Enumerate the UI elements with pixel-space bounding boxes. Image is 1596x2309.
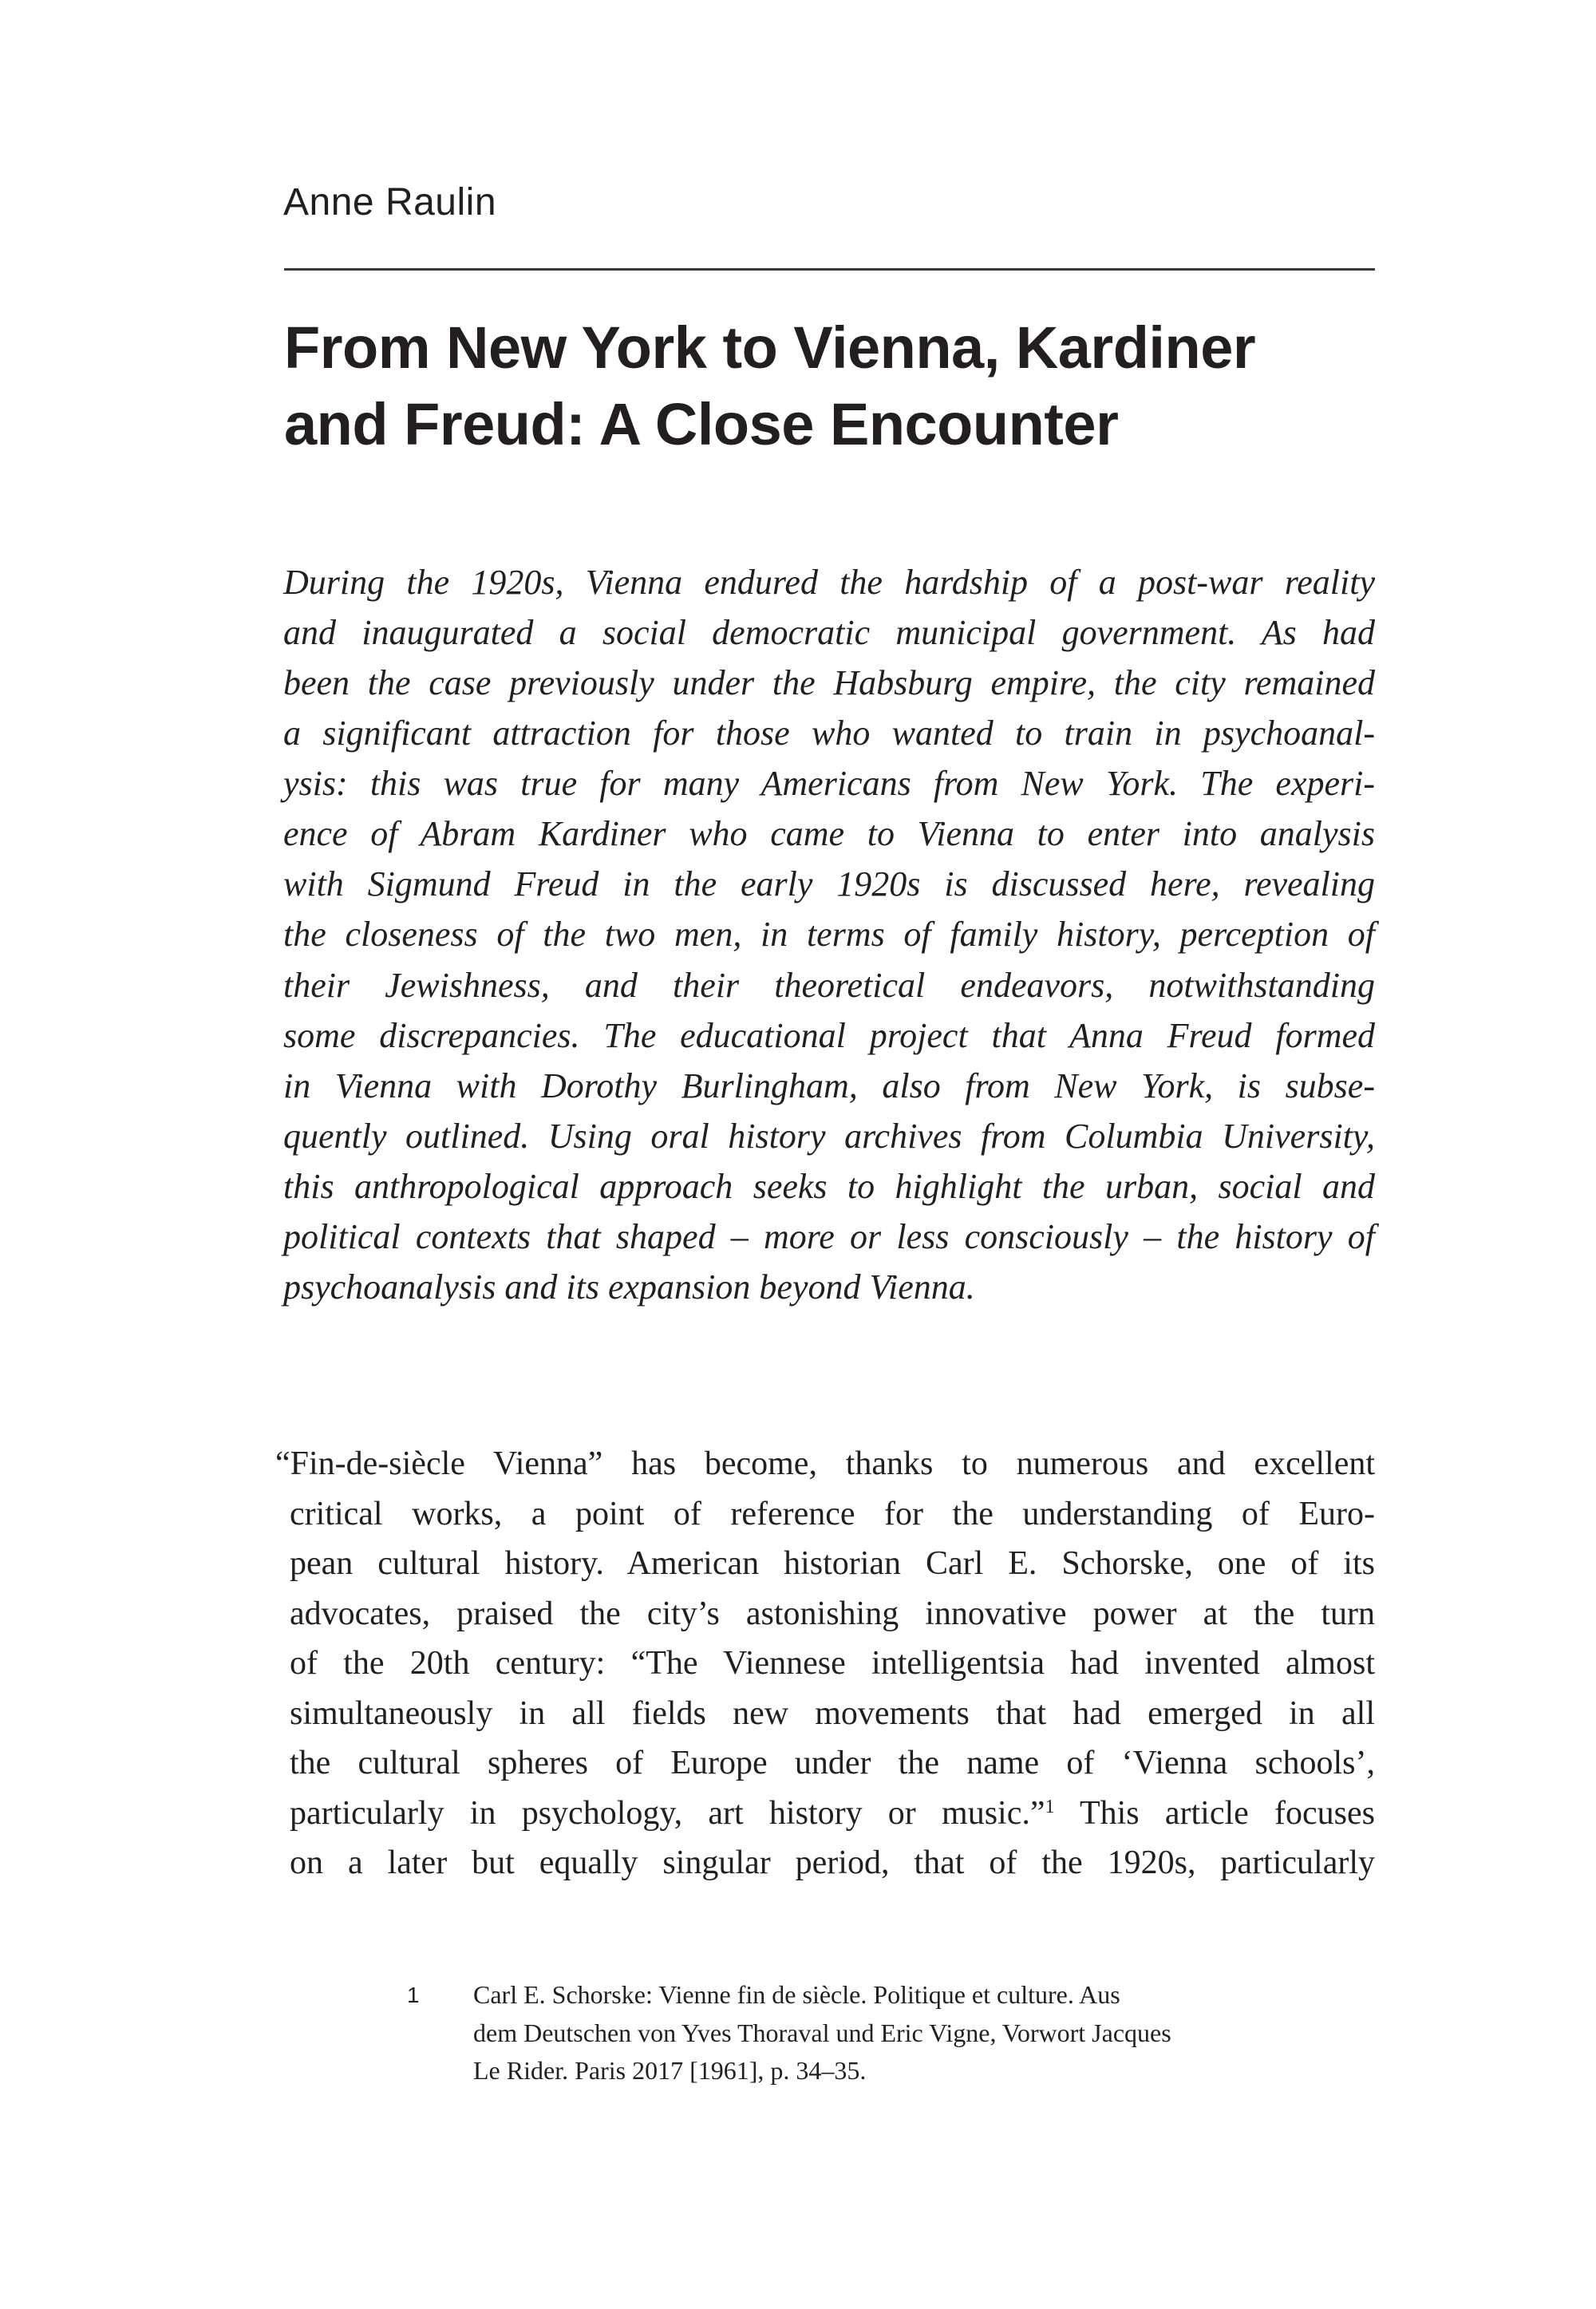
footnote-text: [473, 1976, 1319, 2090]
title-line: From New York to Vienna, Kardiner: [284, 314, 1256, 381]
body-line: simultaneously in all fields new movements that had emerged in all: [290, 1694, 1375, 1732]
footnote-number: 1: [407, 1983, 420, 2007]
abstract-line: in Vienna with Dorothy Burlingham, also from New York, is subse-: [283, 1066, 1375, 1105]
body-line: the cultural spheres of Europe under the name of ‘Vienna schools’,: [290, 1745, 1375, 1781]
body-line-part: particularly in psychology, art history or music.”: [290, 1794, 1045, 1832]
abstract-line: some discrepancies. The educational project that Anna Freud formed: [283, 1015, 1375, 1055]
abstract-line: a significant attraction for those who wanted to train in psychoanal-: [283, 714, 1375, 753]
abstract-line: ysis: this was true for many Americans from New York. The experi-: [283, 764, 1375, 804]
body-line: pean cultural history. American historian Carl E. Schorske, one of its: [290, 1545, 1375, 1582]
abstract-line: their Jewishness, and their theoretical endeavors, notwithstanding: [283, 965, 1375, 1005]
author-name: Anne Raulin: [283, 181, 497, 223]
footnote-line: dem Deutschen von Yves Thoraval und Eric Vigne, Vorwort Jacques: [473, 2018, 1171, 2047]
body-line: of the 20th century: “The Viennese intelligentsia had invented almost: [290, 1645, 1375, 1682]
article-title: [284, 310, 1375, 463]
abstract-line: ence of Abram Kardiner who came to Vienna to enter into analysis: [283, 814, 1375, 854]
abstract-line: with Sigmund Freud in the early 1920s is discussed here, revealing: [283, 864, 1375, 904]
abstract-line: During the 1920s, Vienna endured the hardship of a post-war reality: [283, 563, 1375, 602]
footnote-line: Carl E. Schorske: Vienne fin de siècle. Politique et culture. Aus: [473, 1980, 1120, 2009]
abstract-line: and inaugurated a social democratic municipal government. As had: [283, 613, 1375, 653]
body-line: critical works, a point of reference for the understanding of Euro-: [290, 1495, 1375, 1532]
abstract: [283, 557, 1375, 1312]
abstract-line: been the case previously under the Habsburg empire, the city remained: [283, 663, 1375, 703]
body-line-with-footnote-ref: [290, 1789, 1375, 1839]
title-line: and Freud: A Close Encounter: [284, 391, 1119, 457]
body-line: “Fin-de-siècle Vienna” has become, thanks to numerous and excellent: [275, 1445, 1375, 1482]
header-divider: [284, 268, 1375, 271]
body-line: on a later but equally singular period, that of the 1920s, particularly: [290, 1844, 1375, 1881]
abstract-line: the closeness of the two men, in terms of family history, perception of: [283, 915, 1375, 955]
abstract-line: political contexts that shaped – more or less consciously – the history of: [283, 1216, 1375, 1256]
footnote-reference-link[interactable]: 1: [1045, 1796, 1055, 1817]
body-paragraph: [275, 1439, 1375, 1888]
abstract-line: psychoanalysis and its expansion beyond Vienna.: [283, 1267, 975, 1307]
abstract-line: this anthropological approach seeks to highlight the urban, social and: [283, 1166, 1375, 1206]
footnote-line: Le Rider. Paris 2017 [1961], p. 34–35.: [473, 2056, 867, 2085]
body-line: advocates, praised the city’s astonishing innovative power at the turn: [290, 1595, 1375, 1632]
body-line-part: This article focuses: [1054, 1794, 1375, 1832]
abstract-line: quently outlined. Using oral history archives from Columbia University,: [283, 1116, 1375, 1156]
